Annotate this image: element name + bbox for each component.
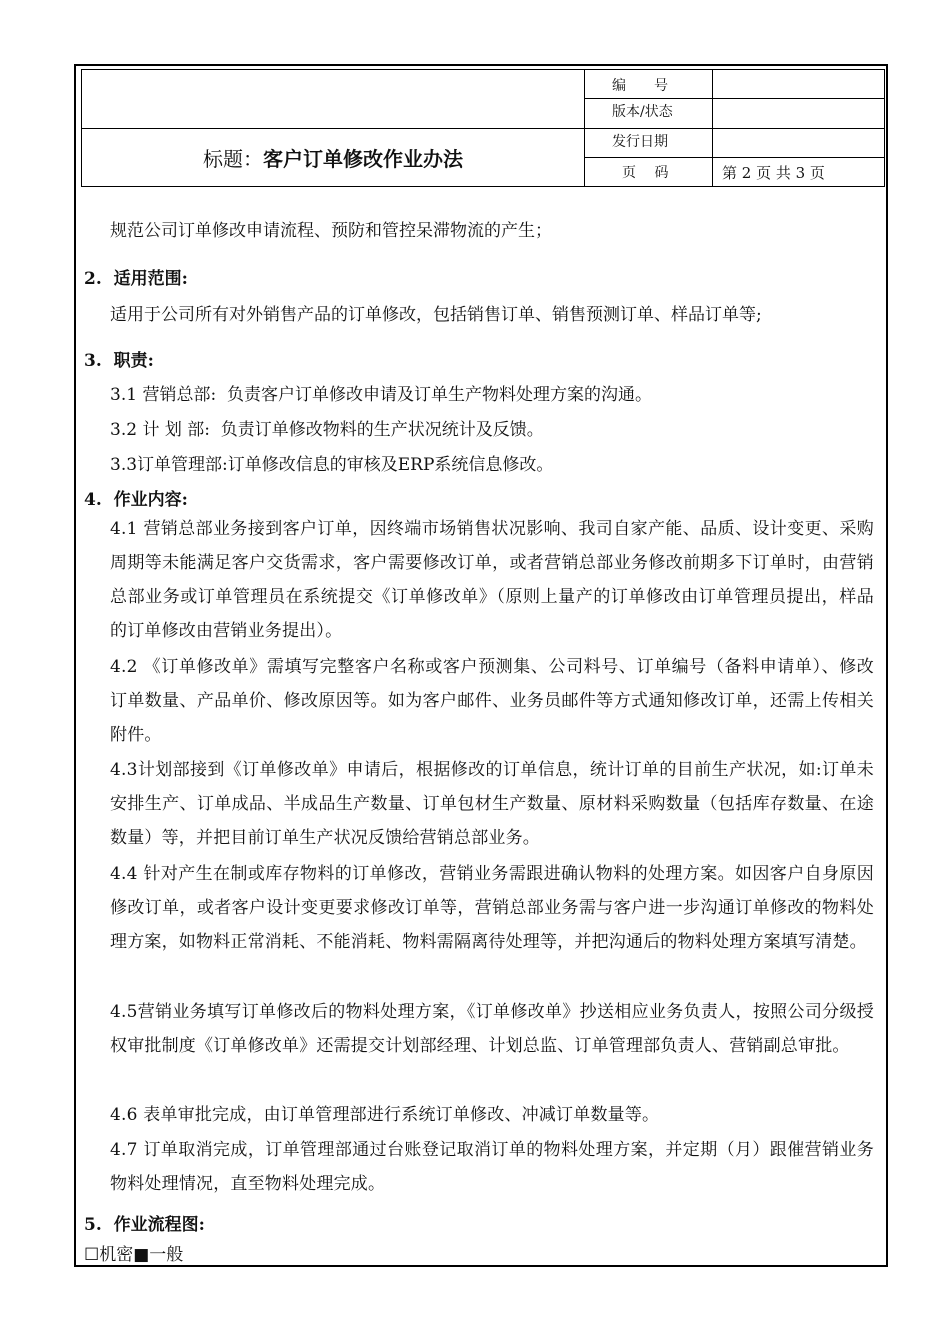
section-3-2: 3.2 计 划 部: 负责订单修改物料的生产状况统计及反馈。 [110,420,544,440]
section-4-heading: 4. 作业内容: [84,490,188,510]
section-5-heading: 5. 作业流程图: [84,1215,205,1235]
paragraph-4-7: 4.7 订单取消完成，订单管理部通过台账登记取消订单的物料处理方案，并定期（月）跟催营销业务物料处理情况，直至物料处理完成。 [110,1140,874,1194]
section-3-heading: 3. 职责: [84,351,154,371]
version-label: 版本/状态 [612,104,673,120]
paragraph-4-2: 4.2 《订单修改单》需填写完整客户名称或客户预测集、公司料号、订单编号（备料申请单）、修改订单数量、产品单价、修改原因等。如为客户邮件、业务员邮件等方式通知修改订单，还需上传相关附件。 [110,657,874,745]
document-header-table [81,69,885,187]
section-2-text: 适用于公司所有对外销售产品的订单修改，包括销售订单、销售预测订单、样品订单等; [110,305,762,325]
header-divider [584,157,884,158]
paragraph-4-5: 4.5营销业务填写订单修改后的物料处理方案，《订单修改单》抄送相应业务负责人，按照公司分级授权审批制度《订单修改单》还需提交计划部经理、计划总监、订单管理部负责人、营销副总审批。 [110,1002,874,1056]
paragraph-4-6: 4.6 表单审批完成，由订单管理部进行系统订单修改、冲减订单数量等。 [110,1105,660,1125]
purpose-line: 规范公司订单修改申请流程、预防和管控呆滞物流的产生； [110,221,552,241]
title-prefix: 标题： [203,146,263,171]
paragraph-4-4: 4.4 针对产生在制或库存物料的订单修改，营销业务需跟进确认物料的处理方案。如因客户自身原因修改订单，或者客户设计变更要求修改订单等，营销总部业务需与客户进一步沟通订单修改的物料处理方案，如物料正常消耗、不能消耗、物料需隔离待处理等，并把沟通后的物料处理方案填写清楚。 [110,864,874,952]
page-label: 页 码 [622,165,669,181]
document-title [82,128,584,186]
section-3-3: 3.3订单管理部:订单修改信息的审核及ERP系统信息修改。 [110,455,554,475]
section-2-heading: 2. 适用范围: [84,269,188,289]
title-main: 客户订单修改作业办法 [263,146,463,171]
paragraph-4-1: 4.1 营销总部业务接到客户订单，因终端市场销售状况影响、我司自家产能、品质、设计变更、采购周期等未能满足客户交货需求，客户需要修改订单，或者营销总部业务修改前期多下订单时，由营销总部业务或订单管理员在系统提交《订单修改单》（原则上量产的订单修改由订单管理员提出，样品的订单修改由营销业务提出）。 [110,519,874,641]
issue-date-label: 发行日期 [612,134,668,150]
page-value: 第 2 页 共 3 页 [722,164,825,182]
code-label: 编 号 [612,78,668,94]
classification-footer: ☐机密■一般 [84,1245,184,1265]
paragraph-4-3: 4.3计划部接到《订单修改单》申请后，根据修改的订单信息，统计订单的目前生产状况，如:订单未安排生产、订单成品、半成品生产数量、订单包材生产数量、原材料采购数量（包括库存数量、在途数量）等，并把目前订单生产状况反馈给营销总部业务。 [110,760,874,848]
section-3-1: 3.1 营销总部: 负责客户订单修改申请及订单生产物料处理方案的沟通。 [110,385,652,405]
